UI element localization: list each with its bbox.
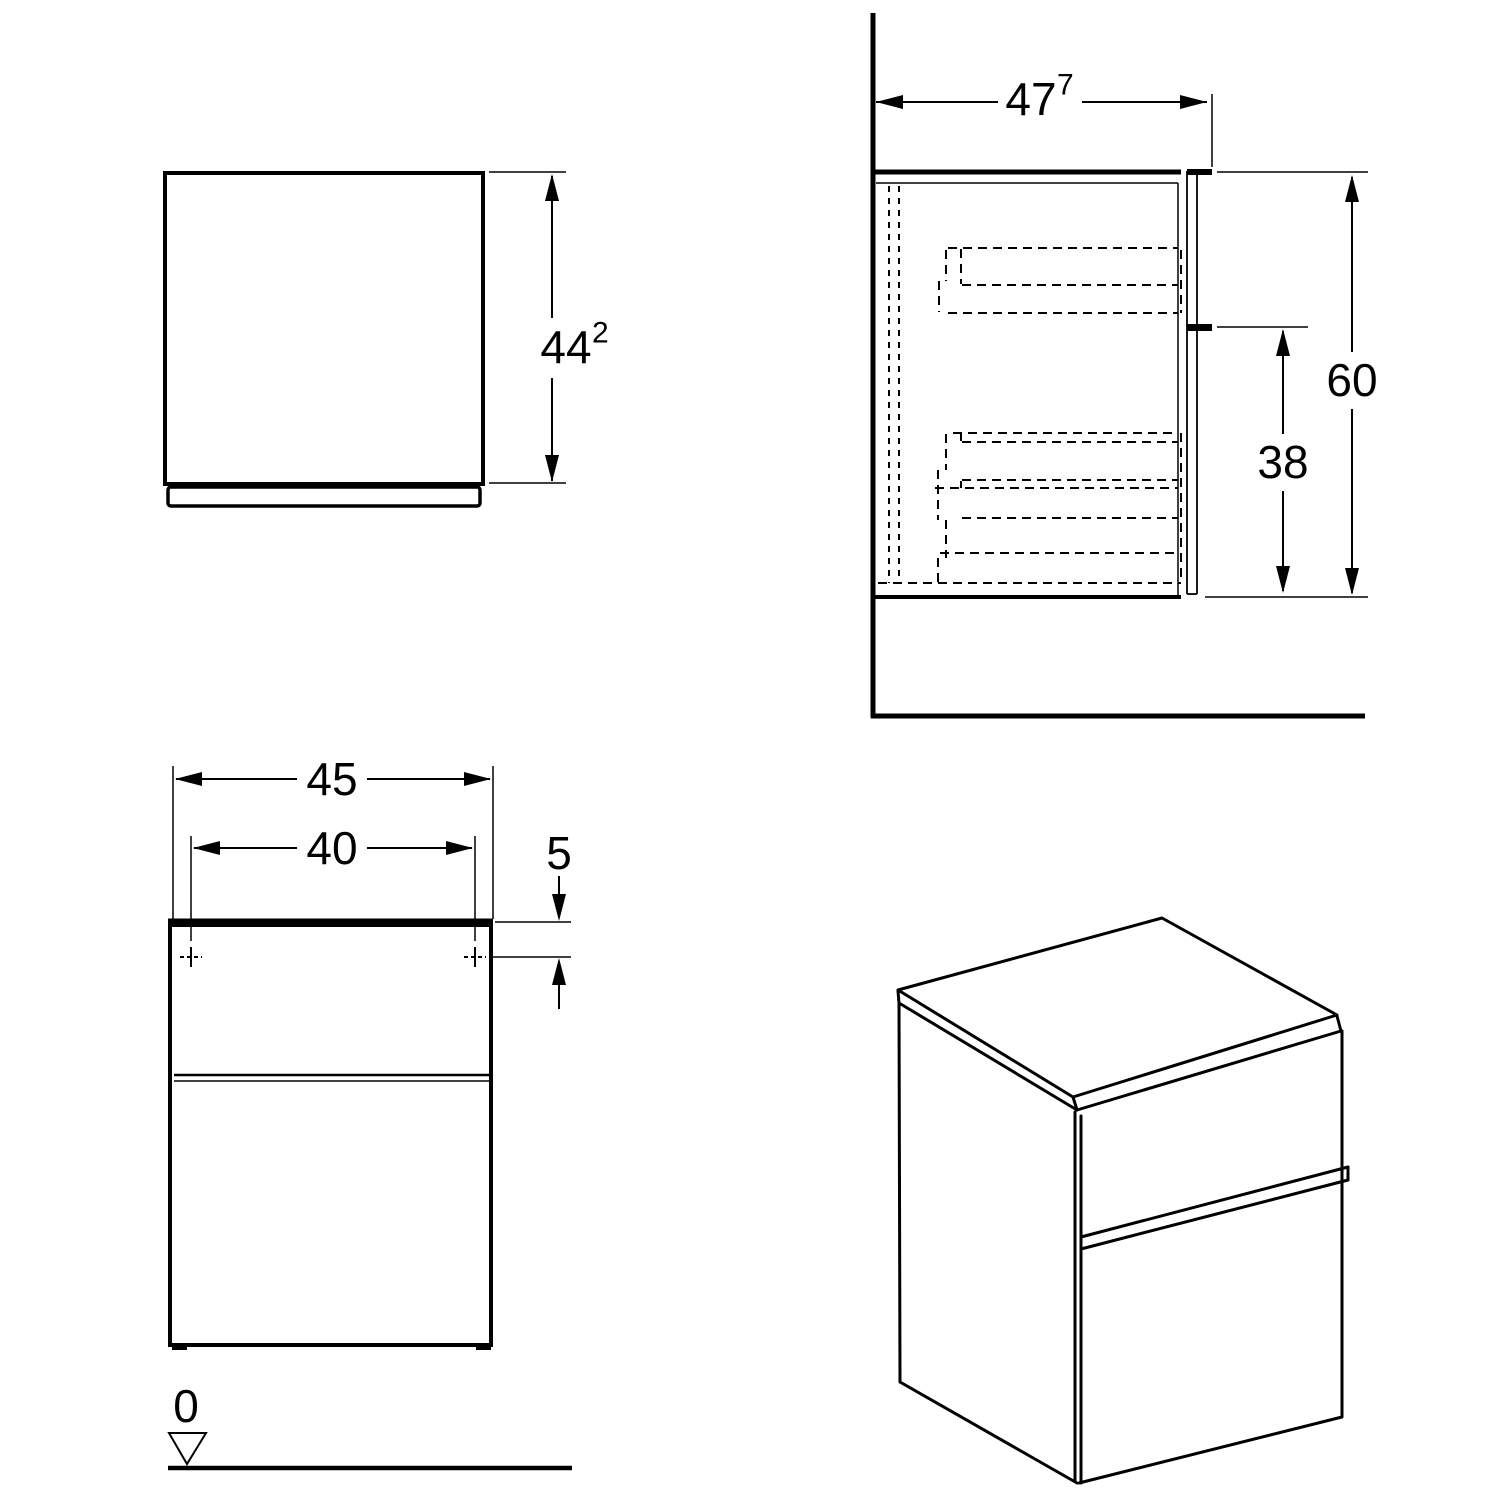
dim-section-drawer-height [1217,327,1309,593]
dim-label-side-height: 44 [540,321,592,373]
dim-section-total-height [1205,172,1378,597]
iso-drawer-handle-strip [1081,1167,1348,1249]
handle-tick-middle [1187,324,1212,331]
arrow-down-icon [552,894,566,921]
side-view-plinth [168,487,480,506]
side-view [165,172,609,506]
arrow-right-icon [446,841,473,855]
iso-top-face [898,918,1337,1097]
arrow-down-icon [1345,568,1359,595]
dim-label-depth: 47 [1005,73,1057,125]
dim-label-depth-sup: 7 [1057,68,1074,102]
arrow-right-icon [464,772,491,786]
dim-label-fixing-width: 40 [306,822,358,874]
dim-label-top-offset: 5 [546,827,572,879]
arrow-down-icon [545,455,559,482]
level-triangle-icon [169,1433,206,1464]
screw-mark-right [464,947,486,967]
arrow-left-icon [193,841,220,855]
iso-bottom-left-edge [900,1382,1077,1483]
front-view [168,753,572,1468]
section-view [871,13,1378,718]
side-view-body-outline [165,173,483,484]
level-zero-label: 0 [173,1380,199,1432]
front-view-body-outline [170,925,491,1345]
iso-slab-edge-right [1337,1016,1341,1031]
dim-side-height [489,172,609,483]
iso-left-edge [899,1003,900,1382]
foot-right [476,1345,491,1350]
dim-front-top-offset [493,827,572,1009]
dim-label-side-height-sup: 2 [592,316,609,350]
arrow-left-icon [876,95,903,109]
arrow-up-icon [552,958,566,985]
foot-left [172,1345,187,1350]
arrow-right-icon [1180,95,1207,109]
iso-bottom-right-edge [1079,1417,1342,1483]
arrow-up-icon [545,174,559,201]
dim-label-total-height: 60 [1326,354,1378,406]
arrow-down-icon [1276,566,1290,593]
arrow-up-icon [1345,175,1359,202]
isometric-view [898,918,1348,1483]
screw-mark-left [180,947,202,967]
dim-label-drawer-height: 38 [1257,436,1309,488]
upper-drawer-dashed [939,248,1181,313]
lower-drawer-dashed [935,433,1181,583]
dim-section-depth [876,69,1212,168]
handle-tick-top [1187,169,1212,175]
arrow-left-icon [175,772,202,786]
floor-level-marker [168,1380,572,1468]
dim-label-outer-width: 45 [306,753,358,805]
arrow-up-icon [1276,329,1290,356]
iso-slab-edge-left [898,991,899,1003]
